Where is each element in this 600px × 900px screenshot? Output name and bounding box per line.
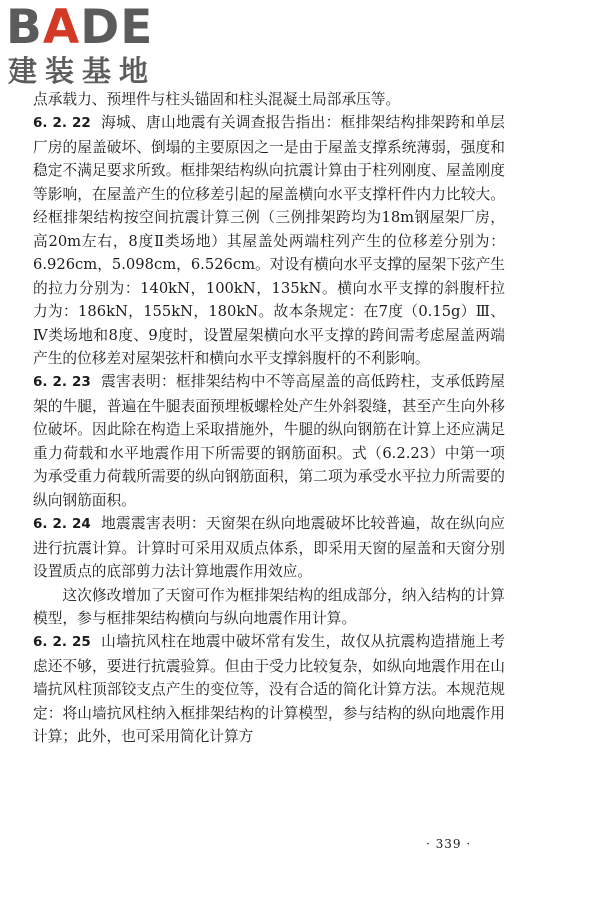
paragraph-continuation [33, 88, 505, 111]
logo-letter-b: B [6, 0, 43, 55]
document-body [33, 88, 505, 749]
logo-letters-de: DE [80, 0, 154, 55]
clause-6-2-23 [33, 370, 505, 512]
clause-text: 山墙抗风柱在地震中破坏常有发生，故仅从抗震构造措施上考虑还不够，要进行抗震验算。但由于受力比较复杂，如纵向地震作用在山墙抗风柱顶部铰支点产生的变位等，没有合适的简化计算方法。本规范规定：将山墙抗风柱纳入框排架结构的计算模型，参与结构的纵向地震作用计算；此外，也可采用简化计算方 [33, 633, 505, 746]
clause-number: 6. 2. 25 [33, 634, 91, 651]
logo-wordmark [6, 2, 153, 54]
clause-6-2-24 [33, 512, 505, 583]
clause-text: 地震震害表明：天窗架在纵向地震破坏比较普遍，故在纵向应进行抗震计算。计算时可采用双质点体系，即采用天窗的屋盖和天窗分别设置质点的底部剪力法计算地震作用效应。 [33, 515, 505, 581]
clause-number: 6. 2. 24 [33, 516, 91, 533]
bade-logo [6, 2, 181, 92]
paragraph-revision-note [33, 584, 505, 631]
clause-6-2-22 [33, 111, 505, 370]
logo-subtitle: 建装基地 [8, 54, 157, 88]
clause-number: 6. 2. 22 [33, 115, 91, 132]
clause-text: 震害表明：框排架结构中不等高屋盖的高低跨柱，支承低跨屋架的牛腿，普遍在牛腿表面预埋板螺栓处产生外斜裂缝，甚至产生向外移位破坏。因此除在构造上采取措施外，牛腿的纵向钢筋在计算上还应满足重力荷载和水平地震作用下所需要的钢筋面积。式（6.2.23）中第一项为承受重力荷载所需要的纵向钢筋面积，第二项为承受水平拉力所需要的纵向钢筋面积。 [33, 373, 505, 509]
logo-letter-a-accent: A [42, 0, 81, 55]
paragraph-text: 点承载力、预埋件与柱头锚固和柱头混凝土局部承压等。 [33, 91, 401, 108]
page-number: · 339 · [426, 837, 472, 851]
clause-text: 海城、唐山地震有关调查报告指出：框排架结构排架跨和单层厂房的屋盖破坏、倒塌的主要原因之一是由于屋盖支撑系统薄弱，强度和稳定不满足要求所致。框排架结构纵向抗震计算由于柱列刚度、屋盖刚度等影响，在屋盖产生的位移差引起的屋盖横向水平支撑杆件内力比较大。经框排架结构按空间抗震计算三例（三例排架跨均为18m钢屋架厂房，高20m左右，8度Ⅱ类场地）其屋盖处两端柱列产生的位移差分别为：6.926cm，5.098cm，6.526cm。对设有横向水平支撑的屋架下弦产生的拉力分别为：140kN，100kN，135kN。横向水平支撑的斜腹杆拉力为：186kN，155kN，180kN。故本条规定：在7度（0.15g）Ⅲ、Ⅳ类场地和8度、9度时，设置屋架横向水平支撑的跨间需考虑屋盖两端产生的位移差对屋架弦杆和横向水平支撑斜腹杆的不利影响。 [33, 114, 505, 367]
clause-6-2-25 [33, 630, 505, 748]
paragraph-text: 这次修改增加了天窗可作为框排架结构的组成部分，纳入结构的计算模型，参与框排架结构横向与纵向地震作用计算。 [33, 586, 505, 627]
clause-number: 6. 2. 23 [33, 374, 91, 391]
